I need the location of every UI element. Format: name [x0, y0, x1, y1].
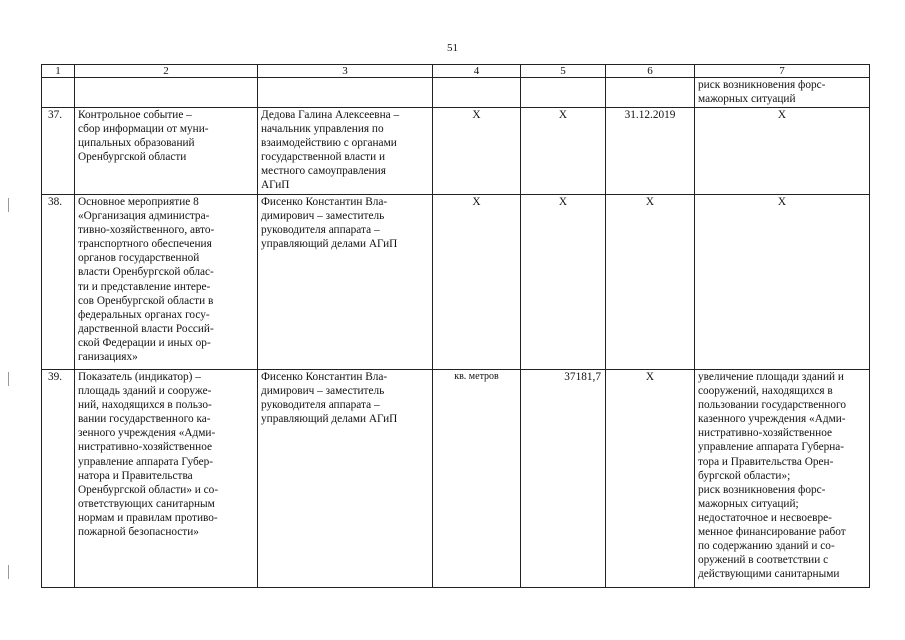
responsible-person: Фисенко Константин Вла- димирович – заместитель руководителя аппарата – управляющий делами АГиП: [258, 195, 433, 370]
row-number: 39.: [42, 370, 75, 588]
risk-cell: увеличение площади зданий и сооружений, находящихся в пользовании государственного казенного учреждения «Адми- нистративно-хозяйственное управление аппарата Губерна- тора и Правительства Орен- бургской области»; риск возникновения форс- мажорных ситуаций; недостаточное и несвоевре- менное финансирование работ по содержанию зданий и со- оружений в соответствии с действующими санитарными: [695, 370, 870, 588]
column-header-3: 3: [258, 65, 433, 78]
responsible-person: Фисенко Константин Вла- димирович – заместитель руководителя аппарата – управляющий делами АГиП: [258, 370, 433, 588]
risk-cell: Х: [695, 108, 870, 195]
column-header-5: 5: [521, 65, 606, 78]
column-header-2: 2: [75, 65, 258, 78]
row-number: 38.: [42, 195, 75, 370]
column-numbers-row: [42, 65, 870, 78]
table-row: [42, 195, 870, 370]
scan-mark: [8, 372, 9, 386]
row-number: 37.: [42, 108, 75, 195]
continuation-row: [42, 78, 870, 108]
value-cell: 37181,7: [521, 370, 606, 588]
scan-mark: [8, 198, 9, 212]
empty-cell: [521, 78, 606, 108]
risk-cell: Х: [695, 195, 870, 370]
date-cell: 31.12.2019: [606, 108, 695, 195]
event-name: Основное мероприятие 8 «Организация администра- тивно-хозяйственного, авто- транспортного обеспечения органов государственной власти Оренбургской облас- ти и представление интере- сов Оренбургской области в федеральных органах госу- дарственной власти Россий- ской Федерации и иных ор- ганизациях»: [75, 195, 258, 370]
column-header-4: 4: [433, 65, 521, 78]
date-cell: Х: [606, 195, 695, 370]
table-row: [42, 108, 870, 195]
column-header-7: 7: [695, 65, 870, 78]
continued-risk-text: риск возникновения форс- мажорных ситуаций: [695, 78, 870, 108]
empty-cell: [606, 78, 695, 108]
empty-cell: [258, 78, 433, 108]
table-row: [42, 370, 870, 588]
value-cell: Х: [521, 108, 606, 195]
empty-cell: [433, 78, 521, 108]
page-number: 51: [447, 42, 458, 54]
column-header-1: 1: [42, 65, 75, 78]
responsible-person: Дедова Галина Алексеевна – начальник управления по взаимодействию с органами государственной власти и местного самоуправления АГиП: [258, 108, 433, 195]
value-cell: Х: [521, 195, 606, 370]
unit-cell: кв. метров: [433, 370, 521, 588]
empty-cell: [75, 78, 258, 108]
column-header-6: 6: [606, 65, 695, 78]
unit-cell: Х: [433, 108, 521, 195]
event-name: Контрольное событие – сбор информации от муни- ципальных образований Оренбургской области: [75, 108, 258, 195]
date-cell: Х: [606, 370, 695, 588]
scan-mark: [8, 565, 9, 579]
event-name: Показатель (индикатор) – площадь зданий и сооруже- ний, находящихся в пользо- вании государственного ка- зенного учреждения «Адми- нистративно-хозяйственное управление аппарата Губер- натора и Правительства Оренбургской области» и со- ответствующих санитарным нормам и правилам противо- пожарной безопасности»: [75, 370, 258, 588]
measures-table: [41, 64, 870, 588]
empty-cell: [42, 78, 75, 108]
unit-cell: Х: [433, 195, 521, 370]
